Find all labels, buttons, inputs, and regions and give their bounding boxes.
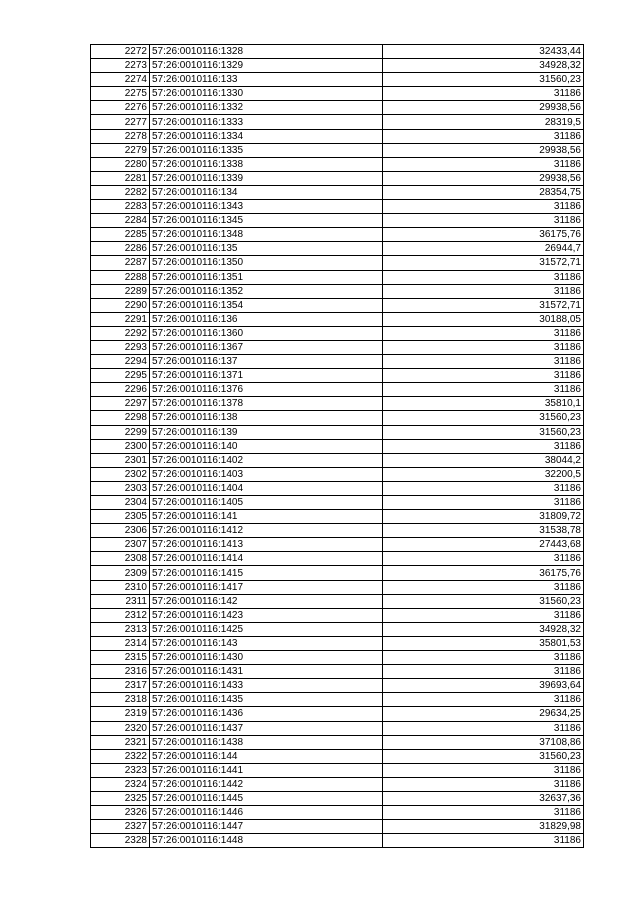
cadastral-number-cell: 57:26:0010116:139 (150, 425, 383, 439)
row-number-cell: 2277 (91, 115, 150, 129)
table-row (91, 538, 584, 552)
cadastral-number-cell: 57:26:0010116:143 (150, 636, 383, 650)
row-number-cell: 2328 (91, 834, 150, 848)
row-number-cell: 2286 (91, 242, 150, 256)
cadastral-value-cell: 29634,25 (383, 707, 584, 721)
table-row (91, 651, 584, 665)
cadastral-value-cell: 31186 (383, 157, 584, 171)
table-row (91, 411, 584, 425)
cadastral-number-cell: 57:26:0010116:1350 (150, 256, 383, 270)
cadastral-value-cell: 31560,23 (383, 73, 584, 87)
table-row (91, 143, 584, 157)
cadastral-value-cell: 31560,23 (383, 425, 584, 439)
cadastral-number-cell: 57:26:0010116:1417 (150, 580, 383, 594)
row-number-cell: 2276 (91, 101, 150, 115)
cadastral-value-cell: 31186 (383, 87, 584, 101)
row-number-cell: 2323 (91, 763, 150, 777)
row-number-cell: 2315 (91, 651, 150, 665)
cadastral-value-cell: 31186 (383, 340, 584, 354)
row-number-cell: 2285 (91, 228, 150, 242)
row-number-cell: 2325 (91, 791, 150, 805)
cadastral-number-cell: 57:26:0010116:136 (150, 312, 383, 326)
table-row (91, 369, 584, 383)
cadastral-value-cell: 39693,64 (383, 679, 584, 693)
cadastral-number-cell: 57:26:0010116:1329 (150, 59, 383, 73)
cadastral-number-cell: 57:26:0010116:1378 (150, 397, 383, 411)
table-row (91, 791, 584, 805)
row-number-cell: 2311 (91, 594, 150, 608)
cadastral-number-cell: 57:26:0010116:138 (150, 411, 383, 425)
cadastral-value-cell: 29938,56 (383, 143, 584, 157)
table-row (91, 580, 584, 594)
cadastral-number-cell: 57:26:0010116:1367 (150, 340, 383, 354)
table-row (91, 735, 584, 749)
cadastral-value-cell: 29938,56 (383, 171, 584, 185)
table-row (91, 721, 584, 735)
cadastral-value-cell: 34928,32 (383, 622, 584, 636)
table-row (91, 749, 584, 763)
table-row (91, 59, 584, 73)
cadastral-value-cell: 31186 (383, 834, 584, 848)
cadastral-value-cell: 28354,75 (383, 185, 584, 199)
row-number-cell: 2313 (91, 622, 150, 636)
row-number-cell: 2312 (91, 608, 150, 622)
table-row (91, 439, 584, 453)
row-number-cell: 2292 (91, 326, 150, 340)
cadastral-number-cell: 57:26:0010116:1332 (150, 101, 383, 115)
cadastral-number-cell: 57:26:0010116:1404 (150, 481, 383, 495)
row-number-cell: 2275 (91, 87, 150, 101)
table-row (91, 594, 584, 608)
cadastral-value-table (90, 44, 584, 848)
row-number-cell: 2290 (91, 298, 150, 312)
cadastral-number-cell: 57:26:0010116:1437 (150, 721, 383, 735)
cadastral-value-cell: 36175,76 (383, 228, 584, 242)
table-row (91, 214, 584, 228)
cadastral-value-cell: 31186 (383, 355, 584, 369)
row-number-cell: 2319 (91, 707, 150, 721)
row-number-cell: 2300 (91, 439, 150, 453)
table-row (91, 256, 584, 270)
table-row (91, 636, 584, 650)
cadastral-value-cell: 35801,53 (383, 636, 584, 650)
row-number-cell: 2281 (91, 171, 150, 185)
cadastral-value-cell: 31186 (383, 214, 584, 228)
cadastral-value-cell: 31560,23 (383, 411, 584, 425)
row-number-cell: 2309 (91, 566, 150, 580)
cadastral-value-cell: 31186 (383, 552, 584, 566)
table-row (91, 693, 584, 707)
cadastral-value-cell: 31186 (383, 608, 584, 622)
cadastral-number-cell: 57:26:0010116:1334 (150, 129, 383, 143)
cadastral-number-cell: 57:26:0010116:1430 (150, 651, 383, 665)
row-number-cell: 2291 (91, 312, 150, 326)
cadastral-value-cell: 31829,98 (383, 820, 584, 834)
table-row (91, 326, 584, 340)
cadastral-value-cell: 31186 (383, 439, 584, 453)
cadastral-number-cell: 57:26:0010116:1352 (150, 284, 383, 298)
cadastral-value-cell: 36175,76 (383, 566, 584, 580)
cadastral-value-cell: 31186 (383, 665, 584, 679)
cadastral-number-cell: 57:26:0010116:1343 (150, 200, 383, 214)
table-row (91, 481, 584, 495)
row-number-cell: 2288 (91, 270, 150, 284)
cadastral-number-cell: 57:26:0010116:142 (150, 594, 383, 608)
row-number-cell: 2321 (91, 735, 150, 749)
table-row (91, 185, 584, 199)
table-row (91, 777, 584, 791)
row-number-cell: 2293 (91, 340, 150, 354)
cadastral-number-cell: 57:26:0010116:1371 (150, 369, 383, 383)
cadastral-value-cell: 32200,5 (383, 467, 584, 481)
cadastral-value-cell: 26944,7 (383, 242, 584, 256)
cadastral-value-cell: 31572,71 (383, 298, 584, 312)
cadastral-number-cell: 57:26:0010116:133 (150, 73, 383, 87)
cadastral-value-cell: 27443,68 (383, 538, 584, 552)
row-number-cell: 2306 (91, 524, 150, 538)
row-number-cell: 2303 (91, 481, 150, 495)
row-number-cell: 2326 (91, 806, 150, 820)
row-number-cell: 2318 (91, 693, 150, 707)
cadastral-value-cell: 31186 (383, 326, 584, 340)
cadastral-value-cell: 28319,5 (383, 115, 584, 129)
cadastral-number-cell: 57:26:0010116:1431 (150, 665, 383, 679)
row-number-cell: 2295 (91, 369, 150, 383)
table-row (91, 73, 584, 87)
table-row (91, 425, 584, 439)
table-row (91, 834, 584, 848)
row-number-cell: 2316 (91, 665, 150, 679)
cadastral-number-cell: 57:26:0010116:1335 (150, 143, 383, 157)
table-row (91, 622, 584, 636)
table-row (91, 270, 584, 284)
cadastral-number-cell: 57:26:0010116:1351 (150, 270, 383, 284)
cadastral-value-cell: 31186 (383, 284, 584, 298)
cadastral-number-cell: 57:26:0010116:1330 (150, 87, 383, 101)
cadastral-value-cell: 31538,78 (383, 524, 584, 538)
table-row (91, 129, 584, 143)
cadastral-value-cell: 31186 (383, 777, 584, 791)
cadastral-number-cell: 57:26:0010116:1446 (150, 806, 383, 820)
row-number-cell: 2324 (91, 777, 150, 791)
row-number-cell: 2273 (91, 59, 150, 73)
cadastral-number-cell: 57:26:0010116:1345 (150, 214, 383, 228)
cadastral-value-cell: 31186 (383, 651, 584, 665)
cadastral-number-cell: 57:26:0010116:1333 (150, 115, 383, 129)
cadastral-value-cell: 31186 (383, 383, 584, 397)
row-number-cell: 2307 (91, 538, 150, 552)
cadastral-value-cell: 29938,56 (383, 101, 584, 115)
table-row (91, 524, 584, 538)
row-number-cell: 2314 (91, 636, 150, 650)
row-number-cell: 2322 (91, 749, 150, 763)
cadastral-number-cell: 57:26:0010116:141 (150, 510, 383, 524)
cadastral-number-cell: 57:26:0010116:1413 (150, 538, 383, 552)
table-row (91, 200, 584, 214)
cadastral-number-cell: 57:26:0010116:134 (150, 185, 383, 199)
cadastral-number-cell: 57:26:0010116:1447 (150, 820, 383, 834)
cadastral-number-cell: 57:26:0010116:140 (150, 439, 383, 453)
row-number-cell: 2310 (91, 580, 150, 594)
table-row (91, 228, 584, 242)
cadastral-value-cell: 31560,23 (383, 594, 584, 608)
table-row (91, 242, 584, 256)
row-number-cell: 2297 (91, 397, 150, 411)
cadastral-value-cell: 31186 (383, 806, 584, 820)
row-number-cell: 2294 (91, 355, 150, 369)
table-row (91, 87, 584, 101)
row-number-cell: 2327 (91, 820, 150, 834)
table-row (91, 157, 584, 171)
row-number-cell: 2320 (91, 721, 150, 735)
cadastral-value-cell: 31186 (383, 721, 584, 735)
table-row (91, 101, 584, 115)
cadastral-value-cell: 31186 (383, 496, 584, 510)
cadastral-value-cell: 31186 (383, 580, 584, 594)
cadastral-number-cell: 57:26:0010116:1442 (150, 777, 383, 791)
cadastral-number-cell: 57:26:0010116:1414 (150, 552, 383, 566)
table-row (91, 453, 584, 467)
table-row (91, 383, 584, 397)
cadastral-value-cell: 32433,44 (383, 45, 584, 59)
cadastral-value-cell: 31572,71 (383, 256, 584, 270)
cadastral-value-cell: 31186 (383, 270, 584, 284)
row-number-cell: 2299 (91, 425, 150, 439)
table-row (91, 496, 584, 510)
table-row (91, 45, 584, 59)
cadastral-value-cell: 31809,72 (383, 510, 584, 524)
cadastral-number-cell: 57:26:0010116:1338 (150, 157, 383, 171)
cadastral-number-cell: 57:26:0010116:1433 (150, 679, 383, 693)
table-row (91, 679, 584, 693)
row-number-cell: 2279 (91, 143, 150, 157)
cadastral-number-cell: 57:26:0010116:1441 (150, 763, 383, 777)
cadastral-number-cell: 57:26:0010116:1328 (150, 45, 383, 59)
row-number-cell: 2308 (91, 552, 150, 566)
row-number-cell: 2302 (91, 467, 150, 481)
cadastral-value-cell: 31186 (383, 200, 584, 214)
cadastral-value-cell: 31186 (383, 129, 584, 143)
cadastral-number-cell: 57:26:0010116:1445 (150, 791, 383, 805)
row-number-cell: 2284 (91, 214, 150, 228)
row-number-cell: 2280 (91, 157, 150, 171)
table-row (91, 115, 584, 129)
table-row (91, 340, 584, 354)
table-row (91, 312, 584, 326)
cadastral-number-cell: 57:26:0010116:1405 (150, 496, 383, 510)
cadastral-number-cell: 57:26:0010116:1403 (150, 467, 383, 481)
table-row (91, 171, 584, 185)
table-row (91, 397, 584, 411)
cadastral-number-cell: 57:26:0010116:1354 (150, 298, 383, 312)
cadastral-value-cell: 31186 (383, 369, 584, 383)
row-number-cell: 2305 (91, 510, 150, 524)
row-number-cell: 2287 (91, 256, 150, 270)
cadastral-value-cell: 35810,1 (383, 397, 584, 411)
cadastral-number-cell: 57:26:0010116:1438 (150, 735, 383, 749)
row-number-cell: 2278 (91, 129, 150, 143)
cadastral-number-cell: 57:26:0010116:1412 (150, 524, 383, 538)
cadastral-number-cell: 57:26:0010116:144 (150, 749, 383, 763)
cadastral-number-cell: 57:26:0010116:1448 (150, 834, 383, 848)
cadastral-number-cell: 57:26:0010116:137 (150, 355, 383, 369)
cadastral-number-cell: 57:26:0010116:1423 (150, 608, 383, 622)
cadastral-value-cell: 37108,86 (383, 735, 584, 749)
cadastral-value-cell: 31186 (383, 693, 584, 707)
row-number-cell: 2274 (91, 73, 150, 87)
table-row (91, 665, 584, 679)
cadastral-value-cell: 31186 (383, 481, 584, 495)
cadastral-number-cell: 57:26:0010116:1425 (150, 622, 383, 636)
table-body (91, 45, 584, 848)
cadastral-number-cell: 57:26:0010116:1360 (150, 326, 383, 340)
table-row (91, 608, 584, 622)
cadastral-value-cell: 32637,36 (383, 791, 584, 805)
cadastral-number-cell: 57:26:0010116:1376 (150, 383, 383, 397)
row-number-cell: 2317 (91, 679, 150, 693)
cadastral-value-cell: 34928,32 (383, 59, 584, 73)
cadastral-number-cell: 57:26:0010116:1402 (150, 453, 383, 467)
table-row (91, 284, 584, 298)
cadastral-number-cell: 57:26:0010116:1348 (150, 228, 383, 242)
table-row (91, 552, 584, 566)
table-row (91, 820, 584, 834)
table-row (91, 510, 584, 524)
row-number-cell: 2304 (91, 496, 150, 510)
row-number-cell: 2301 (91, 453, 150, 467)
row-number-cell: 2296 (91, 383, 150, 397)
table-row (91, 763, 584, 777)
table-row (91, 806, 584, 820)
row-number-cell: 2282 (91, 185, 150, 199)
cadastral-value-cell: 38044,2 (383, 453, 584, 467)
row-number-cell: 2272 (91, 45, 150, 59)
table-row (91, 707, 584, 721)
cadastral-value-cell: 31560,23 (383, 749, 584, 763)
row-number-cell: 2283 (91, 200, 150, 214)
row-number-cell: 2289 (91, 284, 150, 298)
cadastral-number-cell: 57:26:0010116:1436 (150, 707, 383, 721)
cadastral-number-cell: 57:26:0010116:1415 (150, 566, 383, 580)
table-row (91, 298, 584, 312)
table-row (91, 467, 584, 481)
cadastral-number-cell: 57:26:0010116:135 (150, 242, 383, 256)
cadastral-number-cell: 57:26:0010116:1435 (150, 693, 383, 707)
cadastral-value-cell: 30188,05 (383, 312, 584, 326)
cadastral-value-cell: 31186 (383, 763, 584, 777)
cadastral-number-cell: 57:26:0010116:1339 (150, 171, 383, 185)
row-number-cell: 2298 (91, 411, 150, 425)
table-row (91, 355, 584, 369)
table-row (91, 566, 584, 580)
